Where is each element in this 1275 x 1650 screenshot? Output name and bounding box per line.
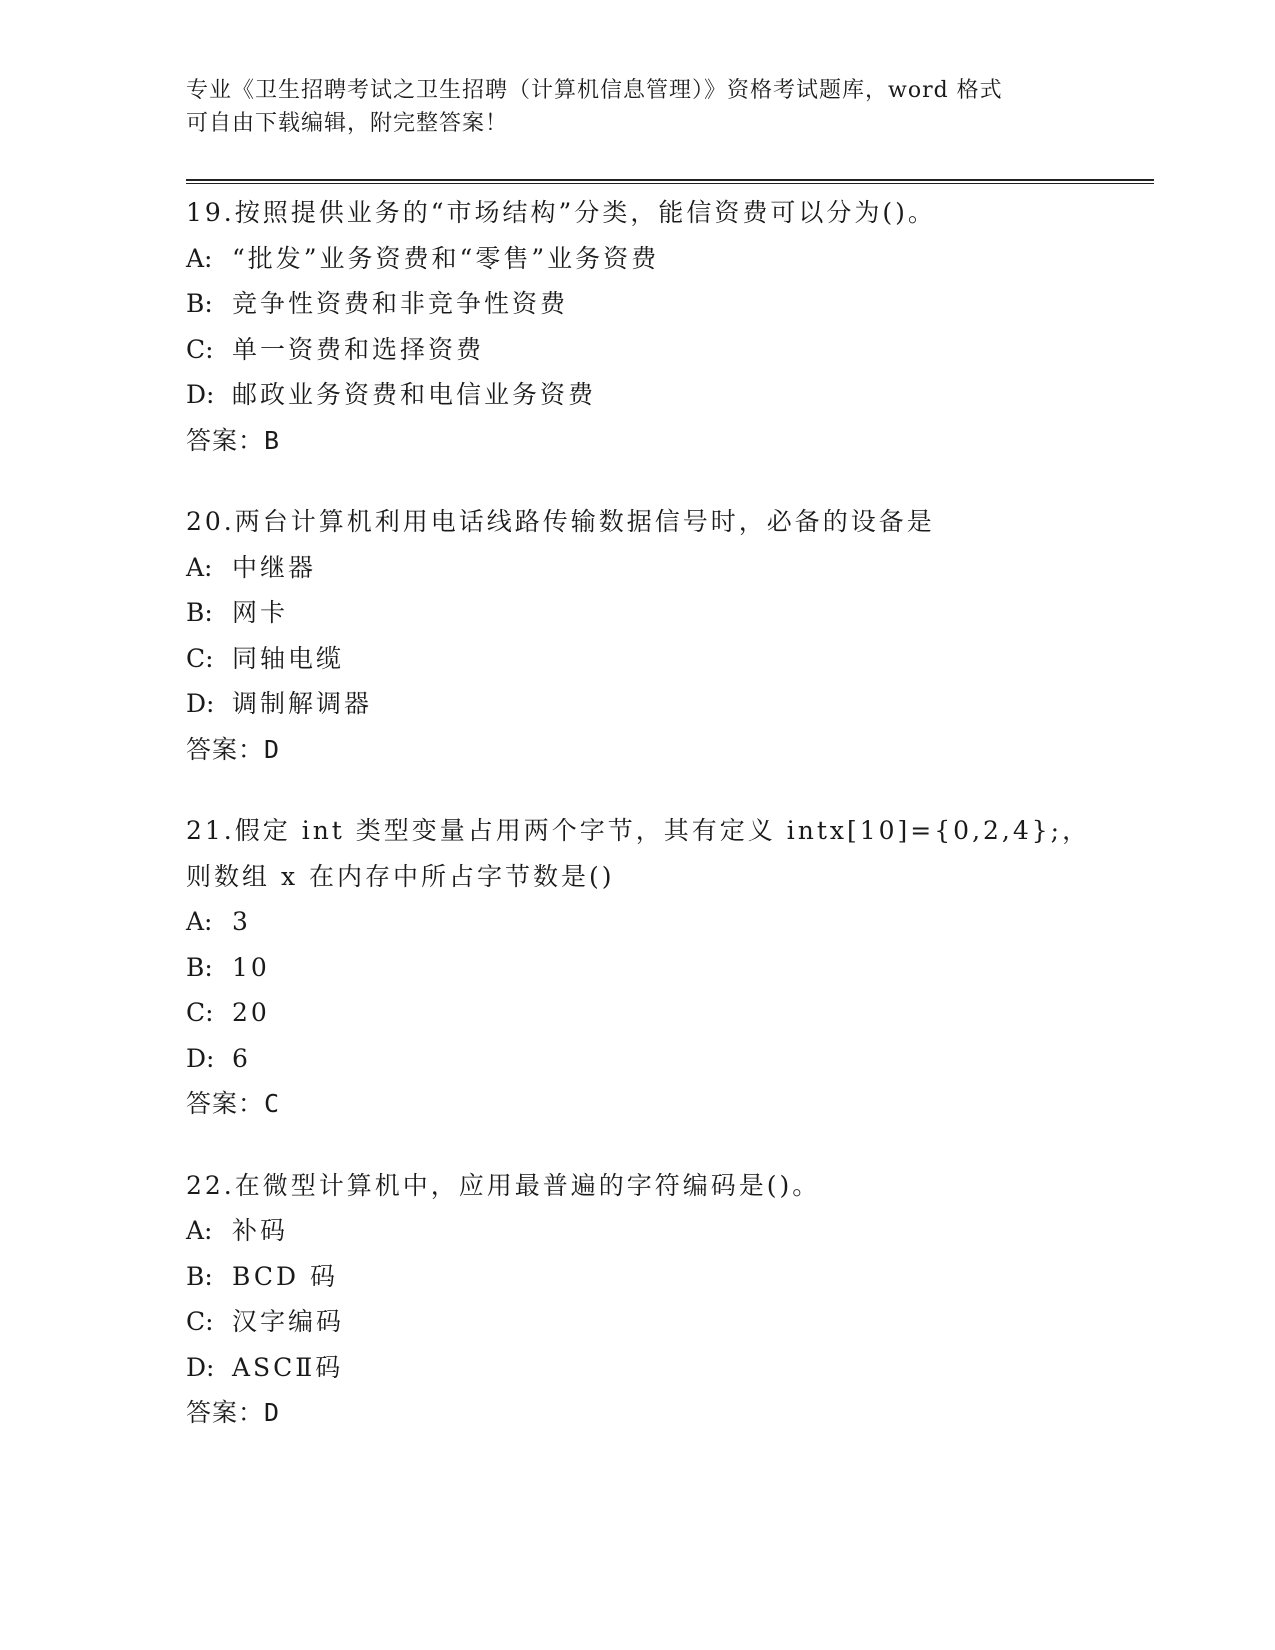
option-text: 中继器: [232, 552, 317, 582]
option-letter: D:: [186, 380, 215, 409]
option-text: ASCⅡ码: [232, 1352, 344, 1382]
option-text: 补码: [232, 1216, 289, 1245]
header-line-1: 专业《卫生招聘考试之卫生招聘（计算机信息管理）》资格考试题库，word 格式: [186, 78, 1003, 103]
question-22: [186, 1163, 1154, 1436]
option-letter: D:: [186, 1352, 215, 1382]
option-letter: D:: [186, 689, 215, 718]
option-b: [186, 1254, 1154, 1300]
answer-label: 答案：C: [186, 1089, 281, 1118]
option-c: [186, 990, 1154, 1036]
option-letter: C:: [186, 334, 214, 364]
option-c: [186, 636, 1154, 682]
option-letter: A:: [186, 907, 213, 936]
option-a: [186, 1208, 1154, 1254]
option-text: 20: [232, 998, 270, 1027]
option-text: 单一资费和选择资费: [232, 334, 485, 364]
option-text: 竞争性资费和非竞争性资费: [232, 289, 569, 318]
question-stem: 22.在微型计算机中，应用最普遍的字符编码是()。: [186, 1170, 821, 1200]
option-text: 同轴电缆: [232, 643, 345, 673]
option-letter: C:: [186, 1307, 214, 1336]
option-text: “批发”业务资费和“零售”业务资费: [232, 243, 660, 273]
option-letter: C:: [186, 643, 214, 673]
question-stem: 21.假定 int 类型变量占用两个字节，其有定义 intx[10]={0,2,4};，: [186, 816, 1091, 845]
answer-label: 答案：D: [186, 1398, 281, 1427]
question-20: [186, 499, 1154, 772]
option-text: 邮政业务资费和电信业务资费: [232, 380, 597, 409]
option-letter: B:: [186, 598, 213, 627]
option-letter: B:: [186, 1261, 213, 1291]
option-d: [186, 1036, 1154, 1082]
option-text: 10: [232, 952, 270, 982]
option-a: [186, 899, 1154, 945]
question-stem: 20.两台计算机利用电话线路传输数据信号时，必备的设备是: [186, 507, 935, 536]
option-c: [186, 327, 1154, 373]
option-letter: B:: [186, 952, 213, 982]
option-letter: B:: [186, 289, 213, 318]
option-text: 6: [232, 1043, 251, 1073]
document-header: [186, 74, 1086, 140]
option-b: [186, 590, 1154, 636]
option-text: 调制解调器: [232, 689, 373, 718]
header-line-2: 可自由下载编辑，附完整答案！: [186, 111, 509, 136]
question-stem: 19.按照提供业务的“市场结构”分类，能信资费可以分为()。: [186, 198, 936, 227]
option-letter: A:: [186, 552, 213, 582]
option-a: [186, 545, 1154, 591]
question-stem-continued: 则数组 x 在内存中所占字节数是(): [186, 861, 615, 891]
option-b: [186, 945, 1154, 991]
option-letter: A:: [186, 1216, 213, 1245]
option-letter: D:: [186, 1043, 215, 1073]
option-letter: C:: [186, 998, 214, 1027]
option-b: [186, 281, 1154, 327]
option-text: 3: [232, 907, 251, 936]
answer-label: 答案：D: [186, 734, 281, 764]
option-text: BCD 码: [232, 1261, 338, 1291]
option-d: [186, 1345, 1154, 1391]
header-divider-thin: [186, 183, 1154, 184]
option-d: [186, 681, 1154, 727]
option-d: [186, 372, 1154, 418]
question-19: [186, 190, 1154, 463]
option-a: [186, 236, 1154, 282]
answer-label: 答案：B: [186, 425, 281, 455]
option-c: [186, 1299, 1154, 1345]
option-text: 汉字编码: [232, 1307, 345, 1336]
question-list: [186, 190, 1154, 1472]
question-21: [186, 808, 1154, 1127]
option-letter: A:: [186, 243, 213, 273]
header-divider-thick: [186, 179, 1154, 181]
option-text: 网卡: [232, 598, 289, 627]
